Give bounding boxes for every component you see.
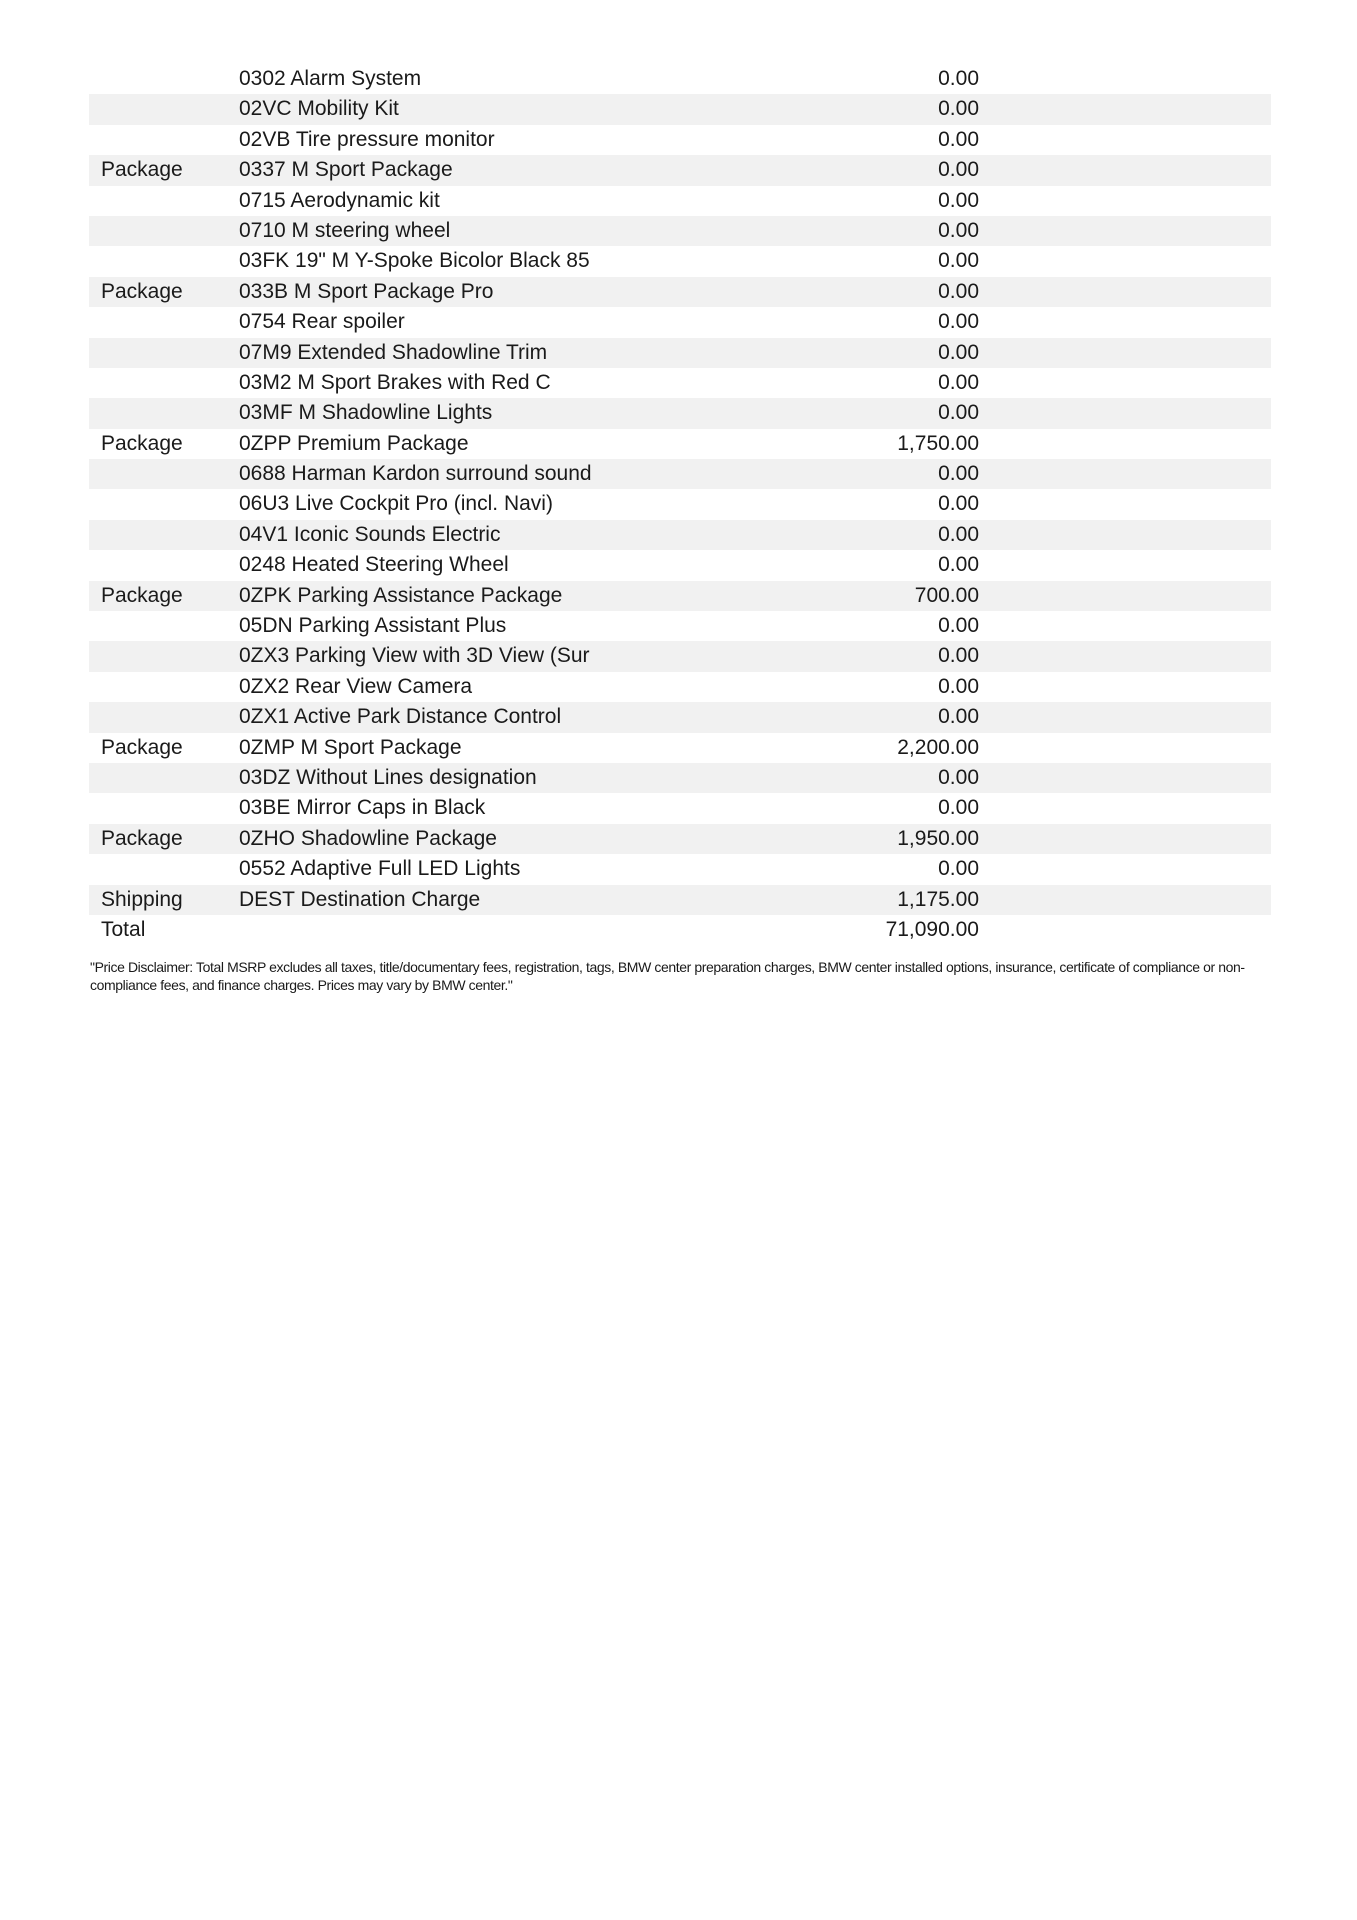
table-row bbox=[89, 307, 1271, 337]
table-row bbox=[89, 94, 1271, 124]
total-row bbox=[89, 915, 1271, 945]
table-row bbox=[89, 672, 1271, 702]
row-description: 03MF M Shadowline Lights bbox=[239, 401, 493, 425]
row-price: 0.00 bbox=[938, 67, 979, 90]
row-price: 1,175.00 bbox=[897, 887, 979, 911]
row-price: 1,750.00 bbox=[897, 431, 979, 455]
table-row bbox=[89, 155, 1271, 185]
row-price: 0.00 bbox=[938, 127, 979, 151]
row-description: 05DN Parking Assistant Plus bbox=[239, 614, 507, 638]
table-row bbox=[89, 125, 1271, 155]
total-price: 71,090.00 bbox=[885, 917, 979, 941]
table-row bbox=[89, 550, 1271, 580]
table-row bbox=[89, 520, 1271, 550]
table-row bbox=[89, 368, 1271, 398]
table-row bbox=[89, 854, 1271, 884]
table-row bbox=[89, 246, 1271, 276]
row-description: 033B M Sport Package Pro bbox=[239, 279, 494, 303]
row-description: 0302 Alarm System bbox=[239, 67, 422, 90]
row-price: 0.00 bbox=[938, 705, 979, 729]
table-row bbox=[89, 702, 1271, 732]
row-category: Package bbox=[101, 583, 183, 607]
row-description: 0688 Harman Kardon surround sound bbox=[239, 462, 592, 486]
row-price: 0.00 bbox=[938, 340, 979, 364]
row-price: 2,200.00 bbox=[897, 735, 979, 759]
row-description: 0ZX2 Rear View Camera bbox=[239, 674, 473, 698]
table-row bbox=[89, 641, 1271, 671]
row-description: 0248 Heated Steering Wheel bbox=[239, 553, 509, 577]
row-price: 0.00 bbox=[938, 553, 979, 577]
table-row bbox=[89, 793, 1271, 823]
row-description: 0ZMP M Sport Package bbox=[239, 735, 462, 759]
row-price: 1,950.00 bbox=[897, 826, 979, 850]
table-row bbox=[89, 216, 1271, 246]
row-description: 0754 Rear spoiler bbox=[239, 310, 405, 334]
price-disclaimer: "Price Disclaimer: Total MSRP excludes all taxes, title/documentary fees, registration, tags, BMW center preparation charges, BMW center installed options, insurance, certificate of compliance or non-compliance fees, and finance charges. Prices may vary by BMW center." bbox=[90, 959, 1245, 993]
table-row bbox=[89, 489, 1271, 519]
row-description: 0715 Aerodynamic kit bbox=[239, 188, 440, 212]
row-price: 0.00 bbox=[938, 279, 979, 303]
row-price: 0.00 bbox=[938, 218, 979, 242]
row-description: 02VC Mobility Kit bbox=[239, 97, 399, 121]
row-description: 03BE Mirror Caps in Black bbox=[239, 796, 486, 820]
row-price: 0.00 bbox=[938, 765, 979, 789]
row-description: 04V1 Iconic Sounds Electric bbox=[239, 522, 501, 546]
row-description: 03M2 M Sport Brakes with Red C bbox=[239, 370, 551, 394]
row-category: Package bbox=[101, 279, 183, 303]
row-description: 0337 M Sport Package bbox=[239, 158, 453, 182]
row-description: 0ZPK Parking Assistance Package bbox=[239, 583, 563, 607]
row-price: 0.00 bbox=[938, 401, 979, 425]
table-row bbox=[89, 277, 1271, 307]
row-price: 0.00 bbox=[938, 97, 979, 121]
row-description: 0ZPP Premium Package bbox=[239, 431, 469, 455]
row-price: 0.00 bbox=[938, 796, 979, 820]
table-row bbox=[89, 885, 1271, 915]
row-description: 02VB Tire pressure monitor bbox=[239, 127, 495, 151]
row-price: 0.00 bbox=[938, 462, 979, 486]
row-price: 0.00 bbox=[938, 857, 979, 881]
row-price: 0.00 bbox=[938, 492, 979, 516]
row-price: 0.00 bbox=[938, 370, 979, 394]
table-row bbox=[89, 186, 1271, 216]
row-price: 0.00 bbox=[938, 614, 979, 638]
row-price: 0.00 bbox=[938, 522, 979, 546]
row-category: Package bbox=[101, 735, 183, 759]
table-row bbox=[89, 581, 1271, 611]
table-row bbox=[89, 733, 1271, 763]
row-price: 700.00 bbox=[914, 583, 979, 607]
row-description: 0ZX3 Parking View with 3D View (Sur bbox=[239, 644, 590, 668]
table-row bbox=[89, 824, 1271, 854]
row-price: 0.00 bbox=[938, 188, 979, 212]
row-description: 06U3 Live Cockpit Pro (incl. Navi) bbox=[239, 492, 553, 516]
row-category: Package bbox=[101, 158, 183, 182]
row-description: 0552 Adaptive Full LED Lights bbox=[239, 857, 521, 881]
row-description: 03DZ Without Lines designation bbox=[239, 765, 537, 789]
row-category: Package bbox=[101, 431, 183, 455]
row-description: 03FK 19" M Y-Spoke Bicolor Black 85 bbox=[239, 249, 590, 273]
table-row bbox=[89, 429, 1271, 459]
row-price: 0.00 bbox=[938, 249, 979, 273]
table-row bbox=[89, 459, 1271, 489]
row-price: 0.00 bbox=[938, 310, 979, 334]
row-price: 0.00 bbox=[938, 674, 979, 698]
row-description: 0ZX1 Active Park Distance Control bbox=[239, 705, 562, 729]
table-row bbox=[89, 611, 1271, 641]
table-row bbox=[89, 398, 1271, 428]
table-row bbox=[89, 763, 1271, 793]
row-description: DEST Destination Charge bbox=[239, 887, 481, 911]
price-table bbox=[89, 64, 1271, 945]
row-price: 0.00 bbox=[938, 158, 979, 182]
row-category: Package bbox=[101, 826, 183, 850]
row-description: 0ZHO Shadowline Package bbox=[239, 826, 497, 850]
table-row bbox=[89, 338, 1271, 368]
total-label: Total bbox=[101, 917, 146, 941]
row-category: Shipping bbox=[101, 887, 183, 911]
row-description: 0710 M steering wheel bbox=[239, 218, 451, 242]
table-row bbox=[89, 64, 1271, 94]
row-price: 0.00 bbox=[938, 644, 979, 668]
row-description: 07M9 Extended Shadowline Trim bbox=[239, 340, 548, 364]
